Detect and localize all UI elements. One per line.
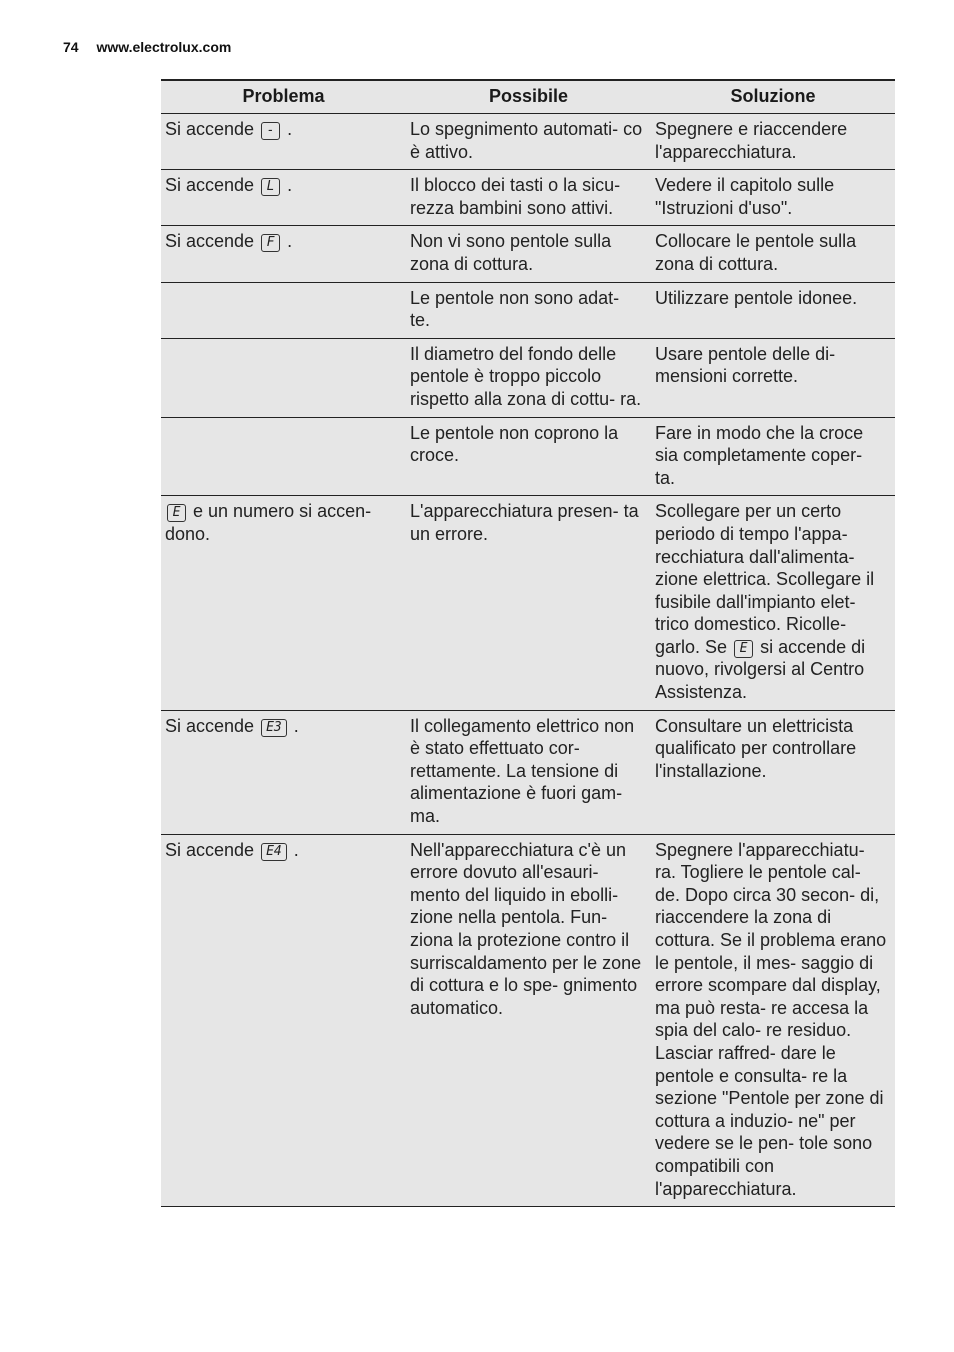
display-symbol-icon: F	[261, 234, 280, 252]
display-symbol-icon: E3	[261, 719, 287, 737]
cause-cell: Il collegamento elettrico non è stato effettuato cor- rettamente. La tensione di alimentazione è fuori gam- ma.	[406, 710, 651, 834]
solution-cell: Spegnere l'apparecchiatu- ra. Togliere le pentole cal- de. Dopo circa 30 secon- di, riaccendere la zona di cottura. Se il problema erano le pentole, il mes- saggio di errore scompare dal display, ma può resta- re accesa la spia del calo- re residuo. Lasciar raffred- dare le pentole e consulta- re la sezione "Pentole per zone di cottura a induzio- ne" per vedere se le pen- tole sono compatibili con l'apparecchiatura.	[651, 834, 895, 1207]
cause-cell: L'apparecchiatura presen- ta un errore.	[406, 496, 651, 710]
display-symbol-icon: L	[261, 178, 280, 196]
solution-cell: Consultare un elettricista qualificato per controllare l'installazione.	[651, 710, 895, 834]
problem-cell: Si accende E3 .	[161, 710, 406, 834]
cause-cell: Lo spegnimento automati- co è attivo.	[406, 114, 651, 170]
table-row	[161, 170, 895, 226]
troubleshooting-table	[161, 79, 895, 1207]
table-row	[161, 710, 895, 834]
problem-cell: Si accende E4 .	[161, 834, 406, 1207]
problem-cell	[161, 338, 406, 417]
website-link: www.electrolux.com	[96, 39, 232, 55]
display-symbol-icon: E	[734, 640, 753, 658]
solution-cell: Vedere il capitolo sulle "Istruzioni d'uso".	[651, 170, 895, 226]
solution-cell: Utilizzare pentole idonee.	[651, 282, 895, 338]
display-symbol-icon: -	[261, 122, 280, 140]
table-row	[161, 834, 895, 1207]
table-row	[161, 282, 895, 338]
problem-cell: Si accende - .	[161, 114, 406, 170]
cause-cell: Non vi sono pentole sulla zona di cottura.	[406, 226, 651, 282]
solution-cell: Collocare le pentole sulla zona di cottura.	[651, 226, 895, 282]
solution-cell: Usare pentole delle di- mensioni corrette.	[651, 338, 895, 417]
cause-cell: Nell'apparecchiatura c'è un errore dovuto all'esauri- mento del liquido in ebolli- zione nella pentola. Fun- ziona la protezione contro il surriscaldamento per le zone di cottura e lo spe- gnimento automatico.	[406, 834, 651, 1207]
problem-cell	[161, 417, 406, 496]
table-header-row	[161, 80, 895, 114]
solution-cell: Fare in modo che la croce sia completamente coper- ta.	[651, 417, 895, 496]
solution-cell: Scollegare per un certo periodo di tempo l'appa- recchiatura dall'alimenta- zione elettrica. Scollegare il fusibile dall'impianto elet- trico domestico. Ricolle- garlo. Se E si accende di nuovo, rivolgersi al Centro Assistenza.	[651, 496, 895, 710]
table-row	[161, 496, 895, 710]
problem-cell: Si accende L .	[161, 170, 406, 226]
table-row	[161, 417, 895, 496]
table-row	[161, 114, 895, 170]
cause-cell: Le pentole non sono adat- te.	[406, 282, 651, 338]
column-header-solution: Soluzione	[651, 80, 895, 114]
cause-cell: Le pentole non coprono la croce.	[406, 417, 651, 496]
problem-cell: Si accende F .	[161, 226, 406, 282]
page-header	[63, 39, 231, 55]
display-symbol-icon: E	[167, 504, 186, 522]
table-row	[161, 338, 895, 417]
problem-cell: E e un numero si accen- dono.	[161, 496, 406, 710]
page-number: 74	[63, 39, 79, 55]
display-symbol-icon: E4	[261, 843, 287, 861]
solution-cell: Spegnere e riaccendere l'apparecchiatura.	[651, 114, 895, 170]
cause-cell: Il diametro del fondo delle pentole è troppo piccolo rispetto alla zona di cottu- ra.	[406, 338, 651, 417]
column-header-problem: Problema	[161, 80, 406, 114]
table-row	[161, 226, 895, 282]
cause-cell: Il blocco dei tasti o la sicu- rezza bambini sono attivi.	[406, 170, 651, 226]
problem-cell	[161, 282, 406, 338]
column-header-cause: Possibile	[406, 80, 651, 114]
